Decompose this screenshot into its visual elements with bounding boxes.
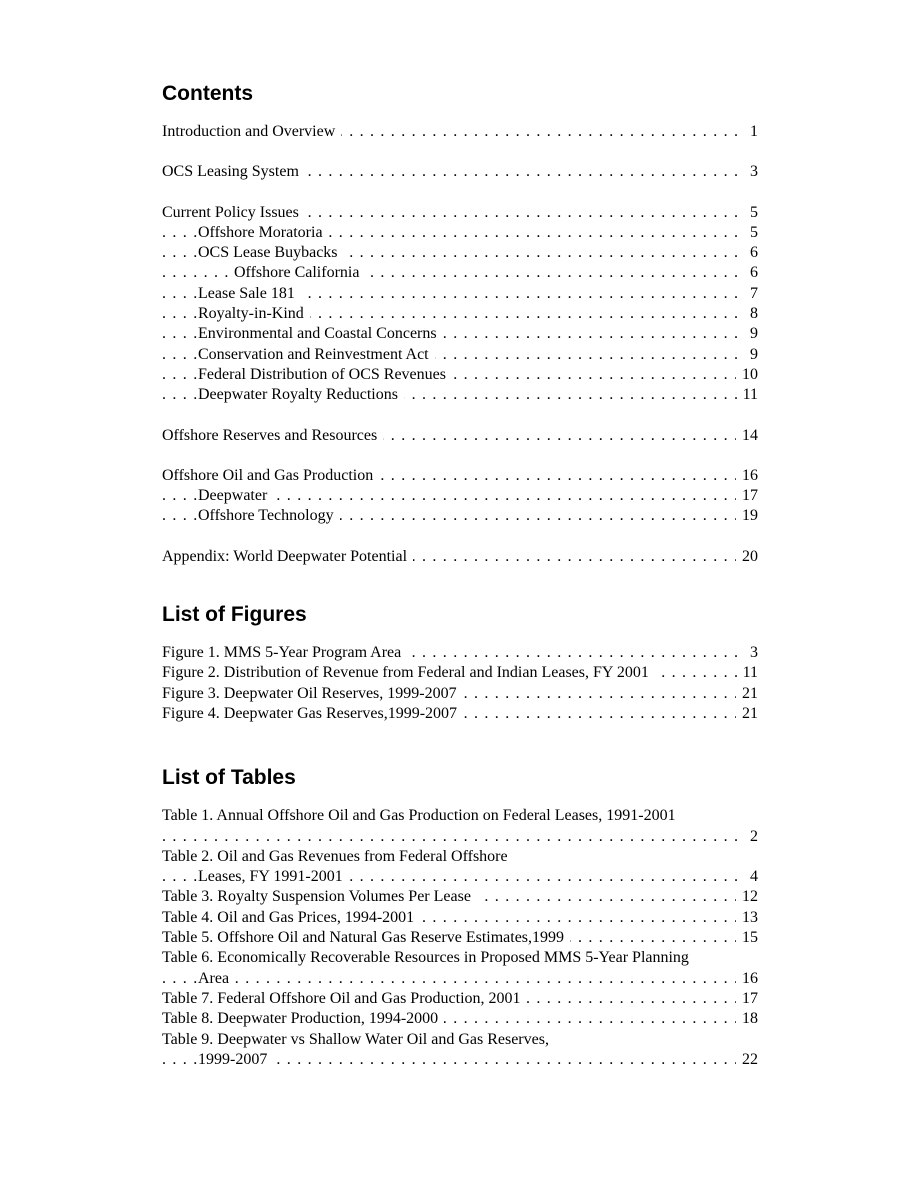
- figure-entry-page: 11: [737, 663, 758, 683]
- table-entry-page: 15: [736, 928, 758, 948]
- toc-entry-page: 1: [744, 122, 758, 142]
- toc-entry-page: 9: [744, 324, 758, 344]
- figure-entry-2[interactable]: [162, 663, 758, 683]
- table-entry-page: 16: [736, 969, 758, 989]
- figure-entry-title: Figure 2. Distribution of Revenue from Federal and Indian Leases, FY 2001: [162, 664, 655, 681]
- toc-entry-oil-gas-production[interactable]: [162, 466, 758, 486]
- figure-entry-title: Figure 4. Deepwater Gas Reserves,1999-2007: [162, 705, 463, 722]
- toc-entry-page: 14: [736, 426, 758, 446]
- table-entry-8[interactable]: [162, 1009, 758, 1029]
- table-entry-7[interactable]: [162, 989, 758, 1009]
- toc-entry-lease-sale-181[interactable]: [162, 284, 758, 304]
- toc-entry-title: Federal Distribution of OCS Revenues: [198, 366, 452, 383]
- toc-entry-title: OCS Leasing System: [162, 163, 305, 180]
- toc-entry-current-policy[interactable]: [162, 203, 758, 223]
- toc-entry-page: 9: [744, 345, 758, 365]
- figure-entry-1[interactable]: [162, 643, 758, 663]
- table-entry-3[interactable]: [162, 887, 758, 907]
- toc-entry-reserves-resources[interactable]: [162, 426, 758, 446]
- table-entry-9[interactable]: [162, 1050, 758, 1070]
- toc-entry-page: 19: [736, 506, 758, 526]
- figure-entry-4[interactable]: [162, 704, 758, 724]
- toc-entry-federal-distribution[interactable]: [162, 365, 758, 385]
- toc-entry-title: Environmental and Coastal Concerns: [198, 325, 443, 342]
- toc-entry-deepwater[interactable]: [162, 486, 758, 506]
- table-entry-page: 13: [736, 908, 758, 928]
- toc-entry-page: 16: [736, 466, 758, 486]
- toc-entry-ocs-leasing[interactable]: [162, 162, 758, 182]
- toc-entry-title: Royalty-in-Kind: [198, 305, 310, 322]
- toc-entry-page: 5: [744, 203, 758, 223]
- table-entry-page: 17: [736, 989, 758, 1009]
- toc-entry-lease-buybacks[interactable]: [162, 243, 758, 263]
- toc-entry-page: 5: [744, 223, 758, 243]
- table-entry-title: Table 3. Royalty Suspension Volumes Per Lease: [162, 888, 477, 905]
- toc-entry-title: Deepwater: [198, 487, 273, 504]
- table-entry-title: Table 8. Deepwater Production, 1994-2000: [162, 1010, 444, 1027]
- table-entry-page: 2: [744, 827, 758, 847]
- toc-entry-title: Offshore Technology: [198, 507, 340, 524]
- table-entry-title: Table 7. Federal Offshore Oil and Gas Production, 2001: [162, 990, 527, 1007]
- tables-heading: List of Tables: [162, 766, 296, 790]
- table-entry-2[interactable]: [162, 867, 758, 887]
- table-entry-9-title[interactable]: Table 9. Deepwater vs Shallow Water Oil and Gas Reserves,: [162, 1030, 549, 1048]
- toc-entry-moratoria[interactable]: [162, 223, 758, 243]
- figure-entry-page: 21: [736, 684, 758, 704]
- table-entry-title-cont: Leases, FY 1991-2001: [198, 868, 349, 885]
- table-entry-page: 18: [736, 1009, 758, 1029]
- toc-entry-title: Deepwater Royalty Reductions: [198, 386, 404, 403]
- toc-entry-page: 8: [744, 304, 758, 324]
- table-entry-2-title[interactable]: Table 2. Oil and Gas Revenues from Federal Offshore: [162, 847, 508, 865]
- toc-entry-environmental[interactable]: [162, 324, 758, 344]
- toc-entry-offshore-technology[interactable]: [162, 506, 758, 526]
- contents-heading: Contents: [162, 82, 253, 105]
- table-entry-title: Table 4. Oil and Gas Prices, 1994-2001: [162, 909, 420, 926]
- table-entry-page: 4: [744, 867, 758, 887]
- toc-entry-title: Current Policy Issues: [162, 204, 305, 221]
- table-entry-5[interactable]: [162, 928, 758, 948]
- figures-heading: List of Figures: [162, 603, 307, 627]
- toc-entry-page: 6: [744, 243, 758, 263]
- toc-entry-page: 20: [736, 547, 758, 567]
- toc-entry-title: Conservation and Reinvestment Act: [198, 346, 435, 363]
- toc-entry-title: Lease Sale 181: [198, 285, 301, 302]
- table-entry-1[interactable]: [162, 827, 758, 847]
- table-entry-4[interactable]: [162, 908, 758, 928]
- toc-entry-page: 10: [736, 365, 758, 385]
- toc-entry-page: 17: [736, 486, 758, 506]
- figure-entry-title: Figure 3. Deepwater Oil Reserves, 1999-2007: [162, 685, 463, 702]
- toc-entry-introduction[interactable]: [162, 122, 758, 142]
- table-entry-title-cont: Area: [198, 970, 235, 987]
- table-entry-page: 22: [736, 1050, 758, 1070]
- figure-entry-page: 21: [736, 704, 758, 724]
- table-entry-title-cont: 1999-2007: [198, 1051, 273, 1068]
- figure-entry-page: 3: [744, 643, 758, 663]
- toc-entry-offshore-california[interactable]: [162, 263, 758, 283]
- toc-entry-deepwater-royalty[interactable]: [162, 385, 758, 405]
- figure-entry-3[interactable]: [162, 684, 758, 704]
- table-entry-title: Table 5. Offshore Oil and Natural Gas Reserve Estimates,1999: [162, 929, 570, 946]
- toc-entry-page: 3: [744, 162, 758, 182]
- toc-entry-royalty-in-kind[interactable]: [162, 304, 758, 324]
- toc-entry-title: Offshore Moratoria: [198, 224, 329, 241]
- figure-entry-title: Figure 1. MMS 5-Year Program Area: [162, 644, 407, 661]
- toc-entry-title: Appendix: World Deepwater Potential: [162, 548, 413, 565]
- toc-entry-conservation-act[interactable]: [162, 345, 758, 365]
- table-entry-page: 12: [736, 887, 758, 907]
- toc-entry-appendix[interactable]: [162, 547, 758, 567]
- table-entry-6[interactable]: [162, 969, 758, 989]
- toc-entry-title: Offshore Reserves and Resources: [162, 427, 383, 444]
- toc-page: [162, 80, 758, 1070]
- toc-entry-page: 7: [744, 284, 758, 304]
- toc-entry-title: OCS Lease Buybacks: [198, 244, 344, 261]
- toc-entry-page: 6: [744, 263, 758, 283]
- table-entry-1-title[interactable]: Table 1. Annual Offshore Oil and Gas Production on Federal Leases, 1991-2001: [162, 807, 676, 825]
- toc-entry-title: Offshore California: [234, 264, 365, 281]
- toc-entry-title: Offshore Oil and Gas Production: [162, 467, 379, 484]
- toc-entry-page: 11: [737, 385, 758, 405]
- toc-entry-title: Introduction and Overview: [162, 123, 341, 140]
- table-entry-6-title[interactable]: Table 6. Economically Recoverable Resources in Proposed MMS 5-Year Planning: [162, 949, 689, 967]
